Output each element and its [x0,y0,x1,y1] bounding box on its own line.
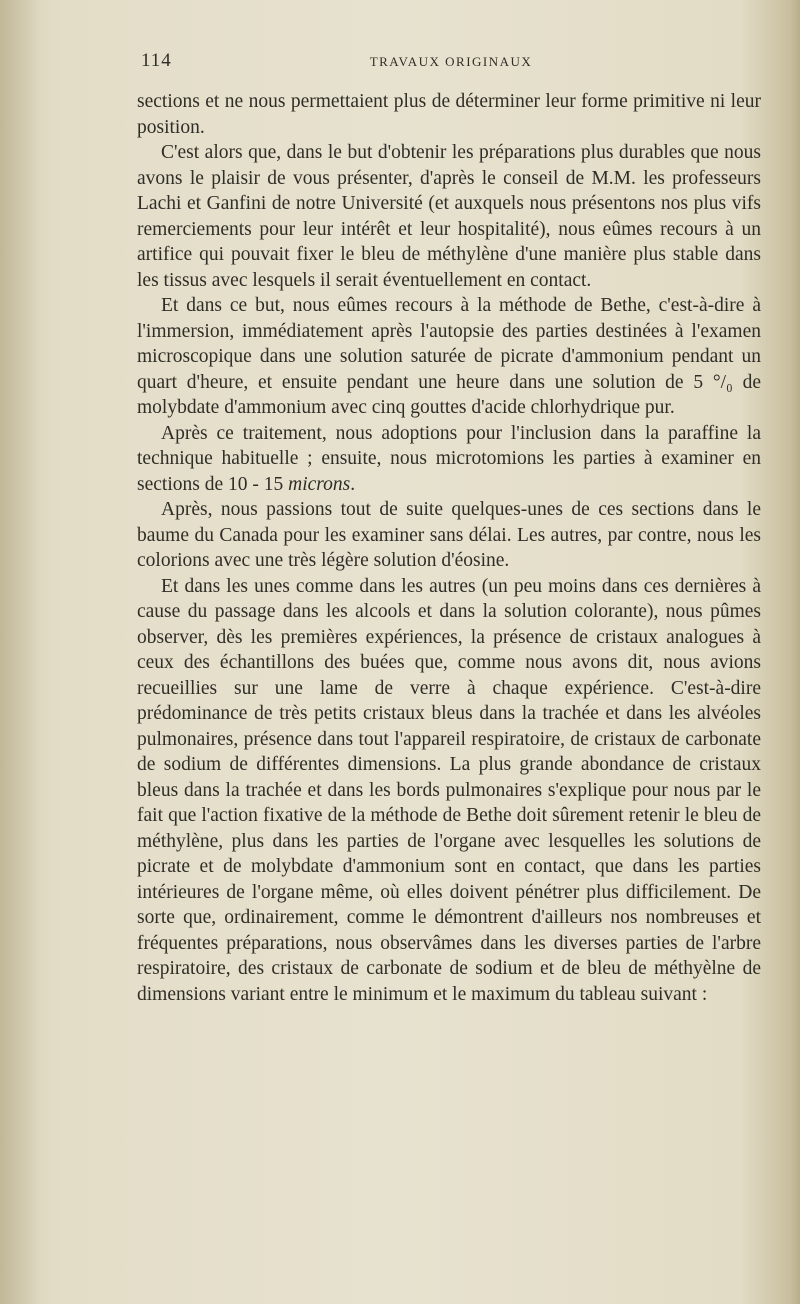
paragraph-4 [137,421,761,498]
paragraph-4-end: . [350,473,356,495]
body-text [137,89,761,1007]
paragraph-6: Et dans les unes comme dans les autres (un peu moins dans ces dernières à cause du passage dans les alcools et dans la solution colorante), nous pûmes observer, dès les premières expériences, la présence de cristaux analogues à ceux des échantillons des buées que, comme nous avons dit, nous avions recueillies sur une lame de verre à chaque expérience. C'est-à-dire prédominance de très petits cristaux bleus dans la trachée et dans les alvéoles pulmonaires, présence dans tout l'appareil respiratoire, de cristaux de carbonate de sodium de différentes dimensions. La plus grande abondance de cristaux bleus dans la trachée et dans les bords pulmonaires s'explique pour nous par le fait que l'action fixative de la méthode de Bethe doit sûrement retenir le bleu de méthylène, plus dans les parties de l'organe avec lesquelles les solutions de picrate et de molybdate d'ammonium sont en contact, que dans les parties intérieures de l'organe même, où elles doivent pénétrer plus difficilement. De sorte que, ordinairement, comme le démontrent d'ailleurs nos nombreuses et fréquentes préparations, nous observâmes dans les diverses parties de l'arbre respiratoire, des cristaux de carbonate de sodium et de bleu de méthyèlne de dimensions variant entre le minimum et le maximum du tableau suivant : [137,575,761,1005]
paragraph-5: Après, nous passions tout de suite quelques-unes de ces sections dans le baume du Canada pour les examiner sans délai. Les autres, par contre, nous les colorions avec une très légère solution d'éosine. [137,499,761,571]
paragraph-4-text: Après ce traitement, nous adoptions pour l'inclusion dans la paraffine la technique habituelle ; ensuite, nous microtomions les parties à examiner en sections de 10 - 15 [137,422,761,495]
italic-unit: microns [288,473,351,495]
page-header [141,44,761,74]
page-number: 114 [141,50,172,71]
paragraph-1: sections et ne nous permettaient plus de déterminer leur forme primitive ni leur position. [137,91,761,138]
running-head: TRAVAUX ORIGINAUX [369,54,533,69]
binding-shadow [0,0,40,1304]
paragraph-3: Et dans ce but, nous eûmes recours à la méthode de Bethe, c'est-à-dire à l'immersion, immédiatement après l'autopsie des parties destinées à l'examen microscopique dans une solution saturée de picrate d'ammonium pendant un quart d'heure, et ensuite pendant une heure dans une solution de 5 °/₀ de molybdate d'ammonium avec cinq gouttes d'acide chlorhydrique pur. [137,295,761,418]
paragraph-2: C'est alors que, dans le but d'obtenir les préparations plus durables que nous avons le plaisir de vous présenter, d'après le conseil de M.M. les professeurs Lachi et Ganfini de notre Université (et auxquels nous présentons nos plus vifs remerciements pour leur intérêt et leur hospitalité), nous eûmes recours à un artifice qui pouvait fixer le bleu de méthylène d'une manière plus stable dans les tissus avec lesquels il serait éventuellement en contact. [137,142,761,291]
